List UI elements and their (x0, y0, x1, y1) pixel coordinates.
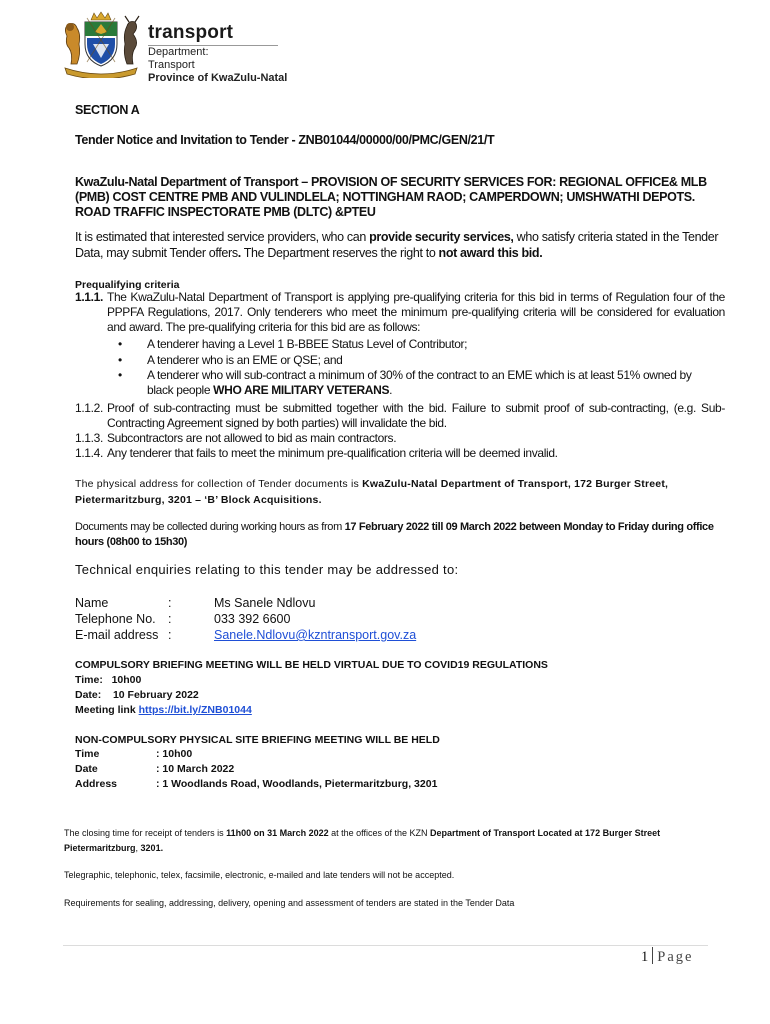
criterion-1-1-2 (75, 401, 725, 431)
criterion-1-1-1 (75, 290, 725, 336)
enquiries-heading: Technical enquiries relating to this tender may be addressed to: (75, 562, 459, 577)
briefing-date (75, 688, 199, 703)
page-word: Page (657, 949, 694, 965)
brand-title: transport (148, 22, 234, 43)
address-text: The physical address for collection of Tender documents is (75, 478, 363, 490)
brand-province-label: Province of KwaZulu-Natal (148, 72, 288, 84)
closing-text-1: The closing time for receipt of tenders is (64, 828, 227, 838)
bullet-3-bold: WHO ARE MILITARY VETERANS (213, 383, 390, 397)
criterion-text: The KwaZulu-Natal Department of Transport is applying pre-qualifying criteria for this bid in terms of Regulation four of the PPPFA Regulations, 2017. Only tenderers who meet the minimum pre-qualifying criteria will be considered for evaluation and award. The pre-qualifying criteria for this bid are as follows: (107, 290, 725, 334)
site-briefing-date (75, 763, 575, 778)
documents-text: Documents may be collected during working hours as from (75, 521, 345, 533)
documents-collection-paragraph (75, 520, 730, 550)
intro-text-1: It is estimated that interested service providers, who can (75, 230, 370, 244)
closing-bold-location: Department of Transport Located at 172 Burger Street Pietermaritzburg (64, 828, 661, 853)
section-heading: SECTION A (75, 103, 140, 117)
site-time-value: : 10h00 (156, 748, 193, 760)
criterion-number: 1.1.3. (75, 431, 103, 445)
criterion-text: Subcontractors are not allowed to bid as main contractors. (107, 431, 397, 445)
collection-address-paragraph (75, 476, 725, 508)
closing-time-paragraph (64, 826, 724, 856)
criterion-text: Proof of sub-contracting must be submitted together with the bid. Failure to submit proof of sub-contracting, (e.g. Sub-Contracting Agreement signed by both parties) will invalidate the bid. (107, 401, 725, 430)
contact-colon: : (168, 612, 172, 626)
site-date-label: Date (75, 763, 98, 775)
briefing-date-value: 10 February 2022 (112, 689, 199, 701)
tender-title: KwaZulu-Natal Department of Transport – PROVISION OF SECURITY SERVICES FOR: REGIONAL OFFICE& MLB (PMB) COST CENTRE PMB AND VULINDLELA; NOTTINGHAM RAOD; CAMPERDOWN; UMSHWATHI DEPOTS. ROAD TRAFFIC INSPECTORATE PMB (DLTC) &PTEU (75, 175, 707, 219)
brand-department-label: Department: (148, 46, 209, 58)
bullet-text: A tenderer who is an EME or QSE; and (147, 353, 343, 367)
bullet-3-text: A tenderer who will sub-contract a minimum of 30% of the contract to an EME which is at least 51% owned by black people (147, 368, 692, 397)
briefing-heading: COMPULSORY BRIEFING MEETING WILL BE HELD VIRTUAL DUE TO COVID19 REGULATIONS (75, 659, 548, 671)
briefing-time-value: 10h00 (111, 674, 142, 686)
criterion-number: 1.1.2. (75, 401, 103, 415)
criterion-number: 1.1.4. (75, 446, 103, 460)
contact-email-row (75, 627, 525, 643)
contact-name-value: Ms Sanele Ndlovu (214, 596, 316, 610)
brand-transport-label: Transport (148, 59, 195, 71)
site-briefing-heading: NON-COMPULSORY PHYSICAL SITE BRIEFING MEETING WILL BE HELD (75, 734, 440, 746)
bullet-item (118, 368, 718, 398)
criterion-text: Any tenderer that fails to meet the minimum pre-qualification criteria will be deemed invalid. (107, 446, 558, 460)
requirements-notice: Requirements for sealing, addressing, delivery, opening and assessment of tenders are stated in the Tender Data (64, 898, 515, 908)
closing-bold-time: 11h00 on 31 March 2022 (226, 828, 329, 838)
contact-colon: : (168, 596, 172, 610)
intro-text-2: who satisfy criteria stated in the Tender Data, may submit Tender offers (75, 230, 719, 260)
bullet-icon: • (118, 353, 122, 367)
site-date-value: : 10 March 2022 (156, 763, 235, 775)
closing-bold-postcode: 3201. (140, 843, 164, 853)
bullet-icon: • (118, 337, 122, 351)
prequalifying-heading: Prequalifying criteria (75, 279, 180, 291)
intro-bold-award: not award this bid. (438, 246, 543, 260)
contact-phone-value: 033 392 6600 (214, 612, 291, 626)
footer-divider (63, 945, 708, 946)
briefing-time (75, 673, 141, 688)
contact-name-label: Name (75, 596, 109, 610)
contact-phone-label: Telephone No. (75, 612, 156, 626)
telegraphic-notice: Telegraphic, telephonic, telex, facsimile, electronic, e-mailed and late tenders will not be accepted. (64, 870, 455, 880)
intro-bold-services: provide security services, (369, 230, 514, 244)
contact-email-link[interactable]: Sanele.Ndlovu@kzntransport.gov.za (214, 628, 417, 642)
closing-text-3: , (135, 843, 141, 853)
bullet-text (147, 368, 718, 398)
bullet-icon: • (118, 368, 122, 382)
page-number (641, 947, 693, 966)
kzn-coat-of-arms-icon (57, 10, 145, 78)
closing-text-2: at the offices of the KZN (328, 828, 431, 838)
briefing-date-label: Date: (75, 689, 102, 701)
briefing-meeting-link (75, 703, 252, 718)
documents-bold: 17 February 2022 till 09 March 2022 between Monday to Friday during office hours (08h00 to 15h30) (75, 521, 714, 548)
contact-name-row (75, 595, 525, 611)
intro-bold-dot: . (237, 246, 241, 260)
site-briefing-time (75, 748, 575, 763)
intro-text-3: The Department reserves the right to (240, 246, 439, 260)
site-address-value: : 1 Woodlands Road, Woodlands, Pietermaritzburg, 3201 (156, 778, 438, 790)
site-address-label: Address (75, 778, 118, 790)
page-number-value: 1 (641, 949, 649, 965)
address-bold: KwaZulu-Natal Department of Transport, 172 Burger Street, Pietermaritzburg, 3201 – ‘B’ Block Acquisitions. (75, 478, 669, 506)
site-time-label: Time (75, 748, 100, 760)
intro-paragraph (75, 229, 725, 261)
briefing-link-label: Meeting link (75, 704, 136, 716)
site-briefing-address (75, 778, 575, 793)
bullet-text: A tenderer having a Level 1 B-BBEE Status Level of Contributor; (147, 337, 468, 351)
contact-colon: : (168, 628, 172, 642)
page-separator (652, 947, 653, 964)
contact-phone-row (75, 611, 525, 627)
briefing-time-label: Time: (75, 674, 103, 686)
meeting-link[interactable]: https://bit.ly/ZNB01044 (138, 704, 252, 716)
criterion-number: 1.1.1. (75, 290, 103, 304)
contact-email-label: E-mail address (75, 628, 159, 642)
bullet-3-end: . (389, 383, 393, 397)
tender-notice-heading: Tender Notice and Invitation to Tender - ZNB01044/00000/00/PMC/GEN/21/T (75, 133, 495, 147)
